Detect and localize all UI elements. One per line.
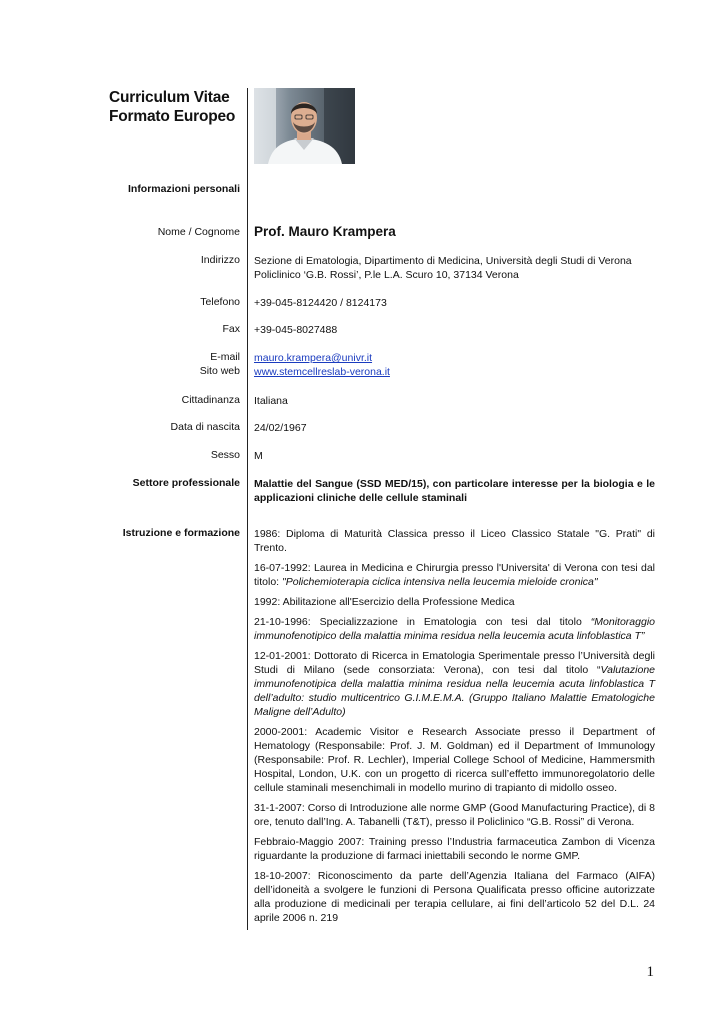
section-professional-heading: Settore professionale xyxy=(132,477,240,489)
contact-links xyxy=(254,351,655,379)
fax-value: +39-045-8027488 xyxy=(254,324,338,336)
website-link[interactable]: www.stemcellreslab-verona.it xyxy=(254,366,390,378)
education-entry: 31-1-2007: Corso di Introduzione alle norme GMP (Good Manufacturing Practice), di 8 ore, tenuto dall’Ing. A. Tabanelli (T&T), presso il Policlinico “G.B. Rossi” di Verona. xyxy=(254,802,655,828)
birthdate-value: 24/02/1967 xyxy=(254,422,307,434)
profile-photo xyxy=(254,88,355,164)
name-label: Nome / Cognome xyxy=(157,226,240,238)
document-title xyxy=(109,88,235,126)
page-number: 1 xyxy=(646,964,654,980)
citizenship-value: Italiana xyxy=(254,395,288,407)
address-value xyxy=(254,254,655,282)
title-line-1: Curriculum Vitae xyxy=(109,89,230,106)
education-entry: 18-10-2007: Riconoscimento da parte dell’Agenzia Italiana del Farmaco (AIFA) dell’idoneità a svolgere le funzioni di Persona Qualificata presso officine autorizzate alla produzione di medicinali per terapia cellulare, ai fini dell’articolo 52 del D.L. 24 aprile 2006 n. 219 xyxy=(254,870,655,924)
sex-label: Sesso xyxy=(210,449,240,461)
title-line-2: Formato Europeo xyxy=(109,108,236,125)
phone-value: +39-045-8124420 / 8124173 xyxy=(254,297,387,309)
education-list xyxy=(254,527,655,931)
section-education-heading: Istruzione e formazione xyxy=(122,527,240,539)
email-link[interactable]: mauro.krampera@univr.it xyxy=(254,352,373,364)
person-name: Prof. Mauro Krampera xyxy=(254,224,396,239)
education-entry: 2000-2001: Academic Visitor e Research Associate presso il Department of Hematology (Responsabile: Prof. J. M. Goldman) ed il Department of Immunology (Responsabile: Prof. R. Lechler), Imperial College School of Medicine, Hammersmith Hospital, London, U.K. con un progetto di ricerca sull’effetto immunoregolatorio delle cellule staminali mesenchimali in modello murino di trapianto di midollo osseo. xyxy=(254,726,655,794)
phone-label: Telefono xyxy=(200,296,240,308)
address-label: Indirizzo xyxy=(200,254,240,266)
address-line-2: Policlinico ‘G.B. Rossi’, P.le L.A. Scuro 10, 37134 Verona xyxy=(254,269,519,281)
education-entry: 1992: Abilitazione all'Esercizio della Professione Medica xyxy=(254,596,515,608)
address-line-1: Sezione di Ematologia, Dipartimento di Medicina, Università degli Studi di Verona xyxy=(254,255,632,267)
sex-value: M xyxy=(254,450,263,462)
birthdate-label: Data di nascita xyxy=(170,421,240,433)
education-entry: 12-01-2001: Dottorato di Ricerca in Ematologia Sperimentale presso l’Università degli Studi di Milano (sede consorziata: Verona), con tesi dal titolo “Valutazione immunofenotipica della malattia minima residua nella leucemia acuta linfoblastica T dell’adulto: studio multicentrico G.I.M.E.M.A. (Gruppo Italiano Malattie Ematologiche Maligne dell’Adulto) xyxy=(254,650,655,718)
fax-label: Fax xyxy=(222,323,240,335)
website-label: Sito web xyxy=(199,365,240,377)
email-label: E-mail xyxy=(210,351,240,363)
education-entry: Febbraio-Maggio 2007: Training presso l’Industria farmaceutica Zambon di Vicenza riguardante la produzione di farmaci iniettabili secondo le norme GMP. xyxy=(254,836,655,862)
section-personal-heading: Informazioni personali xyxy=(127,183,240,195)
citizenship-label: Cittadinanza xyxy=(181,394,240,406)
education-entry: 1986: Diploma di Maturità Classica presso il Liceo Classico Statale "G. Prati" di Trento. xyxy=(254,528,655,554)
professional-value: Malattie del Sangue (SSD MED/15), con particolare interesse per la biologia e le applicazioni cliniche delle cellule staminali xyxy=(254,478,655,504)
column-divider xyxy=(247,88,248,930)
education-entry: 16-07-1992: Laurea in Medicina e Chirurgia presso l'Universita' di Verona con tesi dal titolo: "Polichemioterapia ciclica intensiva nella leucemia mieloide cronica" xyxy=(254,562,655,588)
education-entry: 21-10-1996: Specializzazione in Ematologia con tesi dal titolo “Monitoraggio immunofenotipico della malattia minima residua nella leucemia acuta linfoblastica T” xyxy=(254,616,655,642)
